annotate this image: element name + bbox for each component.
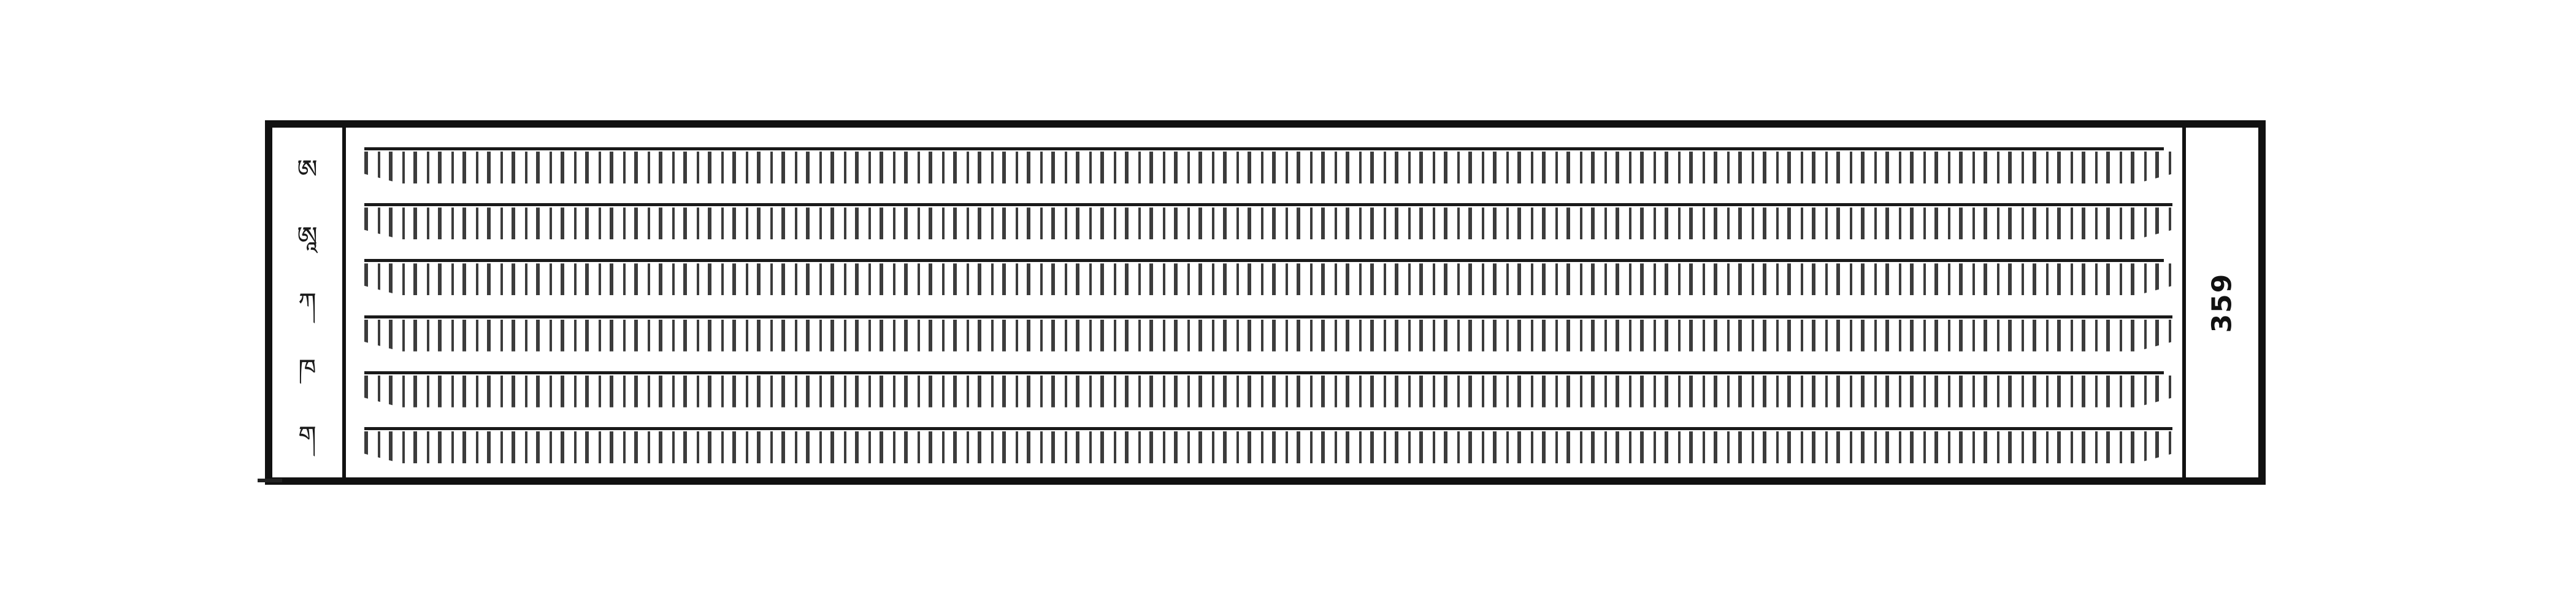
tibetan-script-line-6 bbox=[364, 431, 2172, 463]
text-line bbox=[364, 418, 2172, 466]
line-headstroke bbox=[364, 147, 2164, 150]
margin-label: ཨ bbox=[297, 154, 318, 185]
manuscript-folio bbox=[265, 120, 2266, 485]
margin-label: ཁ bbox=[298, 353, 316, 384]
tibetan-script-line-4 bbox=[364, 320, 2172, 352]
margin-label: ཀ bbox=[298, 287, 316, 317]
left-margin-labels bbox=[272, 128, 346, 477]
line-headstroke bbox=[364, 371, 2164, 374]
line-headstroke bbox=[364, 315, 2172, 318]
text-line bbox=[364, 250, 2172, 298]
line-headstroke bbox=[364, 259, 2164, 262]
tibetan-script-line-1 bbox=[364, 152, 2172, 183]
right-margin bbox=[2182, 128, 2258, 477]
line-headstroke bbox=[364, 203, 2172, 206]
tibetan-script-line-5 bbox=[364, 376, 2172, 407]
tibetan-script-line-2 bbox=[364, 207, 2172, 239]
text-line bbox=[364, 195, 2172, 242]
text-line bbox=[364, 139, 2172, 187]
corner-mark bbox=[258, 479, 282, 482]
margin-label: ཨཱ bbox=[297, 220, 318, 251]
margin-label: ག bbox=[298, 420, 316, 450]
line-headstroke bbox=[364, 427, 2172, 430]
tibetan-script-line-3 bbox=[364, 263, 2172, 295]
folio-number: 359 bbox=[2206, 272, 2238, 333]
tibetan-text-block bbox=[364, 139, 2172, 466]
text-line bbox=[364, 363, 2172, 411]
text-line bbox=[364, 307, 2172, 355]
